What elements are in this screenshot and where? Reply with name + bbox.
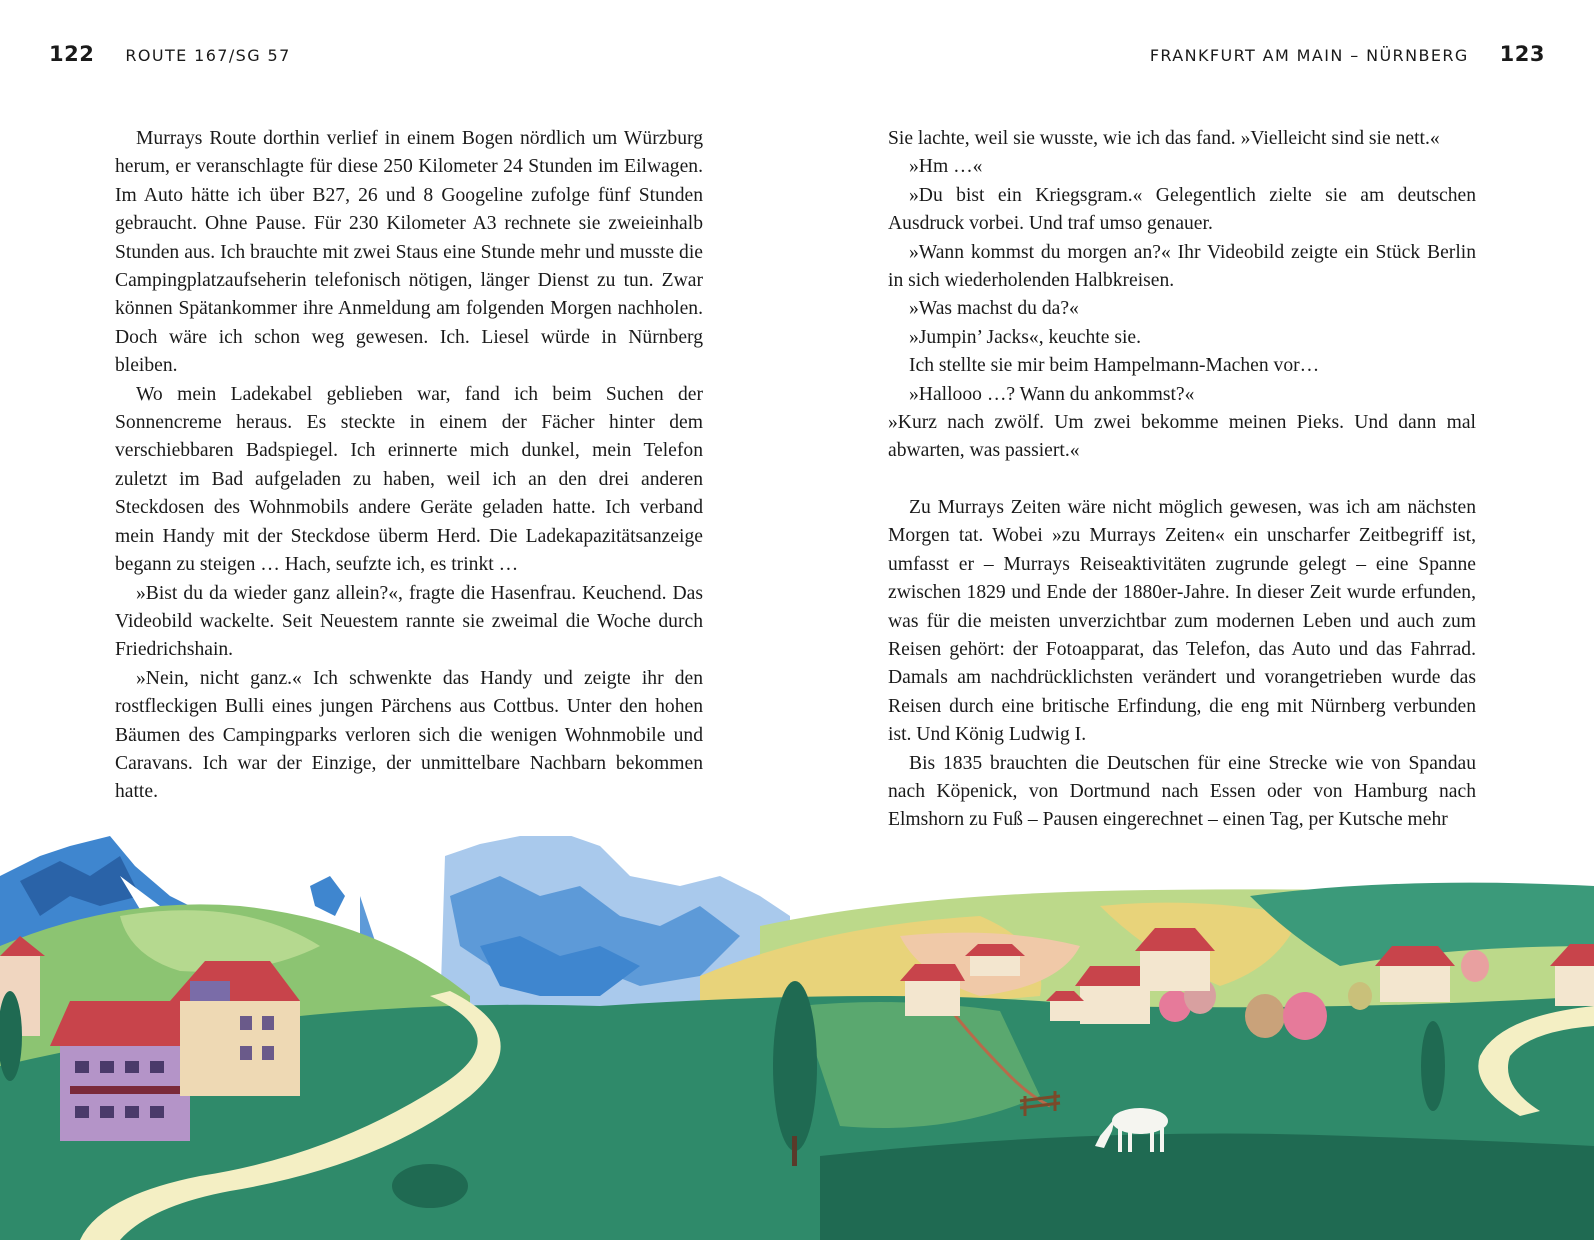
paragraph: »Was machst du da?« <box>909 298 1079 320</box>
paragraph: »Hm …« <box>909 156 983 178</box>
paragraph: Wo mein Ladekabel geblieben war, fand ich beim Suchen der Sonnencreme heraus. Es steckte in einem der Fächer hinter dem verschiebbaren Badspiegel. Ich erinnerte mich dunkel, mein Telefon zuletzt im Bad aufgeladen zu haben, weil ich an den drei anderen Steckdosen des Wohnmobils andere Geräte geladen hatte. Ich verband mein Handy mit der Steckdose überm Herd. Die Ladekapazitätsanzeige begann zu steigen … Hach, seufzte ich, es trinkt … <box>115 383 703 576</box>
left-page-number: 122 <box>49 42 95 66</box>
paragraph: »Wann kommst du morgen an?« Ihr Videobild zeigte ein Stück Berlin in sich wiederholenden Halbkreisen. <box>888 241 1476 292</box>
paragraph: »Nein, nicht ganz.« Ich schwenkte das Handy und zeigte ihr den rostfleckigen Bulli eines jungen Pärchens aus Cottbus. Unter den hohen Bäumen des Campingparks verloren sich die wenigen Wohnmobile und Caravans. Ich war der Einzige, der unmittelbare Nachbarn bekommen hatte. <box>115 667 703 803</box>
left-page-header <box>49 42 291 72</box>
right-page-header <box>1150 42 1545 72</box>
paragraph: Zu Murrays Zeiten wäre nicht möglich gewesen, was ich am nächsten Morgen tat. Wobei »zu Murrays Zeiten« ein unscharfer Zeitbegriff ist, umfasst er – Murrays Reiseaktivitäten zugrunde gelegt – eine Spanne zwischen 1829 und Ende der 1880er-Jahre. In dieser Zeit wurde erfunden, was für die meisten unverzichtbar zum modernen Leben und auch zum Reisen gehört: der Fotoapparat, das Telefon, das Auto und das Fahrrad. Damals am nachdrücklichsten verändert und vorangetrieben wurde das Reisen durch eine britische Erfindung, die eng mit Nürnberg verbunden ist. Und König Ludwig I. <box>888 496 1476 746</box>
paragraph: »Bist du da wieder ganz allein?«, fragte die Hasenfrau. Keuchend. Das Videobild wackelte. Seit Neuestem rannte sie zweimal die Woche durch Friedrichshain. <box>115 582 703 661</box>
paragraph: »Du bist ein Kriegsgram.« Gelegentlich zielte sie am deutschen Ausdruck vorbei. Und traf umso genauer. <box>888 184 1476 235</box>
paragraph: Ich stellte sie mir beim Hampelmann-Machen vor… <box>909 355 1320 377</box>
paragraph: »Kurz nach zwölf. Um zwei bekomme meinen Pieks. Und dann mal abwarten, was passiert.« <box>888 412 1476 462</box>
right-page-body <box>888 125 1476 835</box>
paragraph: Murrays Route dorthin verlief in einem Bogen nördlich um Würzburg herum, er veranschlagte für diese 250 Kilometer 24 Stunden im Eilwagen. Im Auto hätte ich über B27, 26 und 8 Googeline zufolge fünf Stunden gebraucht. Ohne Pause. Für 230 Kilometer A3 rechnete sie zweieinhalb Stunden aus. Ich brauchte mit zwei Staus eine Stunde mehr und musste die Campingplatzaufseherin telefonisch nötigen, länger Dienst zu tun. Zwar können Spätankommer ihre Anmeldung am folgenden Morgen nachholen. Doch wäre ich schon weg gewesen. Ich. Liesel würde in Nürnberg bleiben. <box>115 128 703 377</box>
right-running-title: FRANKFURT AM MAIN – NÜRNBERG <box>1149 46 1469 65</box>
paragraph: »Jumpin’ Jacks«, keuchte sie. <box>909 326 1141 348</box>
landscape-illustration <box>0 836 1594 1240</box>
paragraph: Sie lachte, weil sie wusste, wie ich das fand. »Vielleicht sind sie nett.« <box>888 128 1440 149</box>
right-page-number: 123 <box>1499 42 1545 66</box>
left-running-title: ROUTE 167/SG 57 <box>125 46 291 65</box>
paragraph: »Hallooo …? Wann du ankommst?« <box>909 383 1195 405</box>
paragraph: Bis 1835 brauchten die Deutschen für eine Strecke wie von Spandau nach Köpenick, von Dortmund nach Essen oder von Hamburg nach Elmshorn zu Fuß – Pausen eingerechnet – einen Tag, per Kutsche mehr <box>888 752 1476 831</box>
left-page-body <box>115 125 703 807</box>
